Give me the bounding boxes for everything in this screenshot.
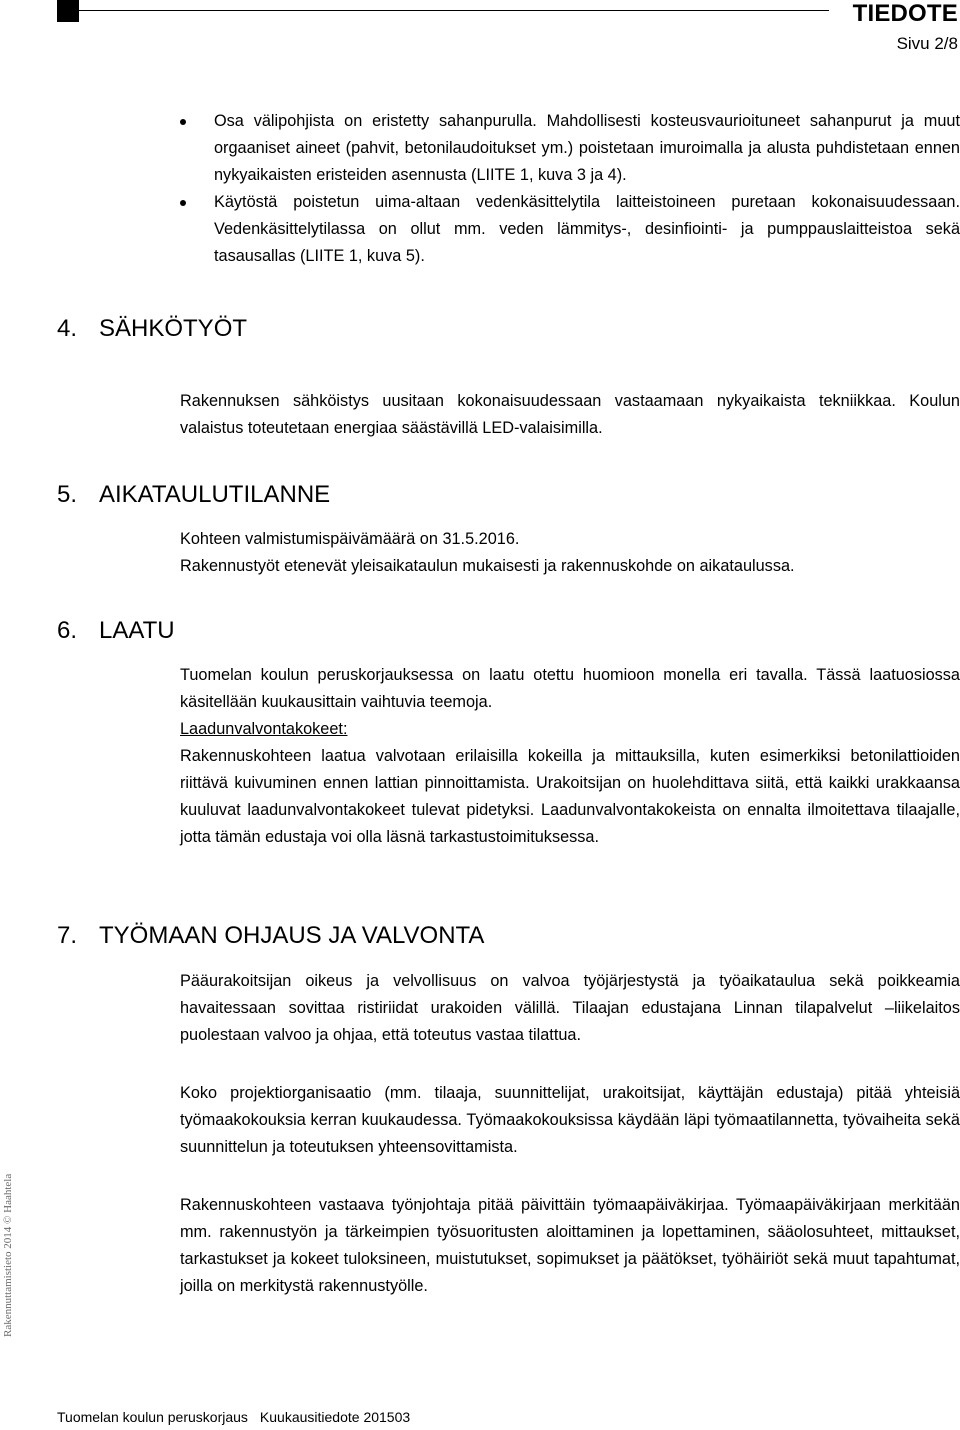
section-body-aikataulutilanne (180, 526, 960, 580)
copyright-side-text: Rakennuttamistieto 2014 © Haahtela (2, 1173, 14, 1337)
list-item (180, 108, 960, 189)
section-number: 4. (57, 315, 78, 342)
section-heading-aikataulutilanne (57, 480, 330, 510)
section-title: AIKATAULUTILANNE (99, 481, 331, 508)
document-title: TIEDOTE (852, 0, 958, 27)
list-item (180, 189, 960, 270)
section-heading-tyomaan-ohjaus (57, 921, 484, 951)
section-number: 7. (57, 922, 78, 949)
section-title: SÄHKÖTYÖT (99, 315, 248, 342)
section-body-laatu (180, 662, 960, 851)
section-number: 6. (57, 617, 78, 644)
section-paragraph-3 (180, 1192, 960, 1300)
section-paragraph-2 (180, 1080, 960, 1161)
paragraph: Tuomelan koulun peruskorjauksessa on laatu otettu huomioon monella eri tavalla. Tässä laatuosiossa käsitellään kuukausittain vaihtuvia teemoja. (180, 666, 960, 711)
bullet-text: Osa välipohjista on eristetty sahanpurulla. Mahdollisesti kosteusvaurioituneet sahanpurut ja muut orgaaniset aineet (pahvit, betonilaudoitukset ym.) poistetaan imuroimalla ja alusta puhdistetaan ennen nykyaikaisten eristeiden asennusta (LIITE 1, kuva 3 ja 4). (214, 112, 960, 184)
section-title: TYÖMAAN OHJAUS JA VALVONTA (99, 922, 485, 949)
section-title: LAATU (99, 617, 175, 644)
paragraph: Koko projektiorganisaatio (mm. tilaaja, suunnittelijat, urakoitsijat, käyttäjän edustaja) pitää yhteisiä työmaakokouksia kerran kuukaudessa. Työmaakokouksissa käydään läpi työmaatilannetta, työvaiheita sekä suunnittelun ja toteutuksen yhteensovittamista. (180, 1084, 960, 1156)
bullet-text: Käytöstä poistetun uima-altaan vedenkäsittelytila laitteistoineen puretaan kokonaisuudessaan. Vedenkäsittelytilassa on ollut mm. veden lämmitys-, desinfiointi- ja pumppauslaitteistoa sekä tasausallas (LIITE 1, kuva 5). (214, 193, 960, 265)
header-rule (79, 10, 829, 11)
paragraph: Rakennuskohteen vastaava työnjohtaja pitää päivittäin työmaapäiväkirjaa. Työmaapäiväkirjaan merkitään mm. rakennustyön ja tärkeimpien työsuoritusten aloittaminen ja lopettaminen, sääolosuhteet, mittaukset, tarkastukset ja kokeet tuloksineen, muistutukset, sopimukset ja päätökset, työhäiriöt sekä muut tapahtumat, joilla on merkitystä rakennustyölle. (180, 1196, 960, 1295)
bullet-list (180, 108, 960, 270)
section-paragraph-1 (180, 968, 960, 1049)
footer-project-name: Tuomelan koulun peruskorjaus (57, 1409, 248, 1425)
section-heading-laatu (57, 616, 175, 646)
section-heading-sahkotyot (57, 314, 247, 344)
paragraph: Rakennuksen sähköistys uusitaan kokonaisuudessaan vastaamaan nykyaikaista tekniikkaa. Koulun valaistus toteutetaan energiaa säästävillä LED-valaisimilla. (180, 392, 960, 437)
paragraph: Pääurakoitsijan oikeus ja velvollisuus on valvoa työjärjestystä ja työaikataulua sekä poikkeamia havaitessaan sovittaa ristiriidat urakoiden välillä. Tilaajan edustajana Linnan tilapalvelut –liikelaitos puolestaan valvoo ja ohjaa, että toteutus vastaa tilattua. (180, 972, 960, 1044)
page-number: Sivu 2/8 (896, 34, 958, 53)
subheading: Laadunvalvontakokeet: (180, 720, 348, 738)
bullet-icon (180, 200, 186, 206)
section-body-sahkotyot (180, 388, 960, 442)
paragraph: Rakennustyöt etenevät yleisaikataulun mukaisesti ja rakennuskohde on aikataulussa. (180, 557, 795, 575)
paragraph: Rakennuskohteen laatua valvotaan erilaisilla kokeilla ja mittauksilla, kuten esimerkiksi betonilattioiden riittävä kuivuminen ennen lattian pinnoittamista. Urakoitsijan on huolehdittava siitä, että kaikki urakkaansa kuuluvat laadunvalvontakokeet tulevat pidetyksi. Laadunvalvontakokeista on ennalta ilmoitettava tilaajalle, jotta tämän edustaja voi olla läsnä tarkastustoimituksessa. (180, 747, 960, 846)
bullet-icon (180, 119, 186, 125)
section-number: 5. (57, 481, 78, 508)
footer-document-id: Kuukausitiedote 201503 (259, 1409, 411, 1425)
paragraph: Kohteen valmistumispäivämäärä on 31.5.2016. (180, 530, 520, 548)
header-square-mark (57, 0, 79, 22)
footer (57, 1409, 410, 1425)
